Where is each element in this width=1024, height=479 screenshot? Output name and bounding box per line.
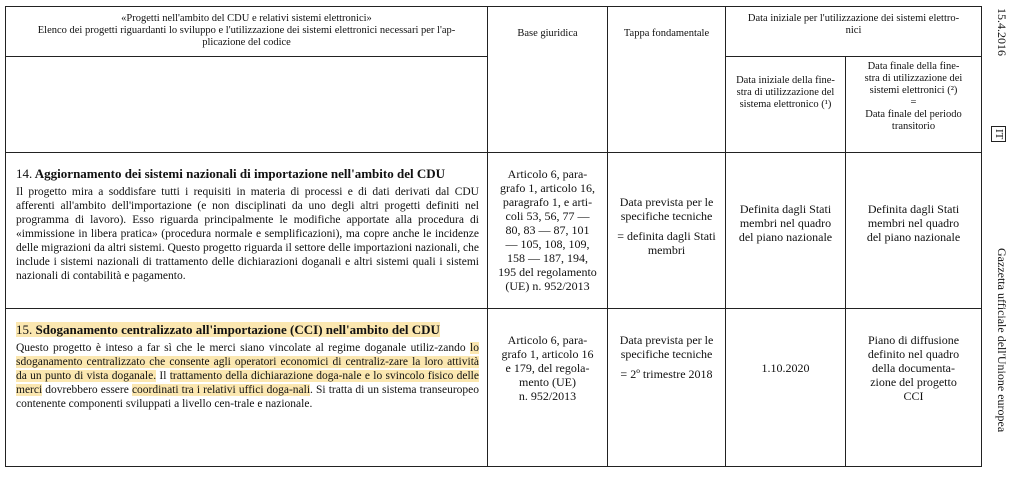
header-projects [6,7,488,57]
end-date-cell [846,153,982,309]
end-date-text [846,309,981,403]
text-line: Articolo 6, para- [507,167,588,181]
header-projects-text [6,7,487,55]
projects-table [5,6,982,467]
legal-basis-text [488,153,607,293]
text-line: specifiche tecniche [620,347,713,361]
project-number: 14. [16,166,33,181]
text-line: Definita dagli Stati [739,202,832,216]
text-line: 158 — 187, 194, [507,251,588,265]
start-date-cell [726,153,846,309]
start-date-text [726,153,845,244]
legal-basis-text [488,309,607,403]
table-row [6,309,982,467]
project-description: Il progetto mira a soddisfare tutti i requisiti in materia di processi e di dati derivati dal CDU afferenti all'ambito dell'importazione (e non disciplinati da uno degli altri progetti definiti nel programma di lavoro). Esso riguarda principalmente le modifiche apportate alla procedura di «immissione in libera pratica» (procedura normale e semplificazioni), ma copre anche le incidenze delle migrazioni da altri sistemi. Questo progetto riguarda il settore delle importazioni nazionali, che include i sistemi nazionali di trattamento delle dichiarazioni doganali e altri sistemi quali i sistemi nazionali di contabilità e pagamento. [16,186,479,282]
header-window-start [726,57,846,153]
start-date-cell [726,309,846,467]
milestone-cell [608,309,726,467]
header-window-end-text [846,57,981,133]
header-start-date-group [726,7,982,57]
milestone-text [608,309,725,381]
text-line: Data iniziale per l'utilizzazione dei sistemi elettro- [747,13,960,24]
project-title [16,167,479,181]
end-date-text [846,153,981,244]
text-line: grafo 1, articolo 16 [501,347,594,361]
text-line: Data prevista per le [619,195,714,209]
project-cell [6,153,488,309]
text-line: Data finale del periodo [865,109,962,120]
text-line: Data iniziale della fine- [736,75,835,86]
header-milestone [608,7,726,153]
highlighted-text: lo sdoganamento centralizzato che consente agli operatori economici di centraliz-zare la loro attività da un punto di vista doganale. [16,342,479,382]
text-line: Data finale della fine- [867,61,960,72]
project-title-text: Sdoganamento centralizzato all'importazione (CCI) nell'ambito del CDU [35,322,440,337]
project-title [16,323,479,337]
legal-basis-cell [488,153,608,309]
text-line: 1.10.2020 [761,361,810,375]
text-line: Elenco dei progetti riguardanti lo sviluppo e l'utilizzazione dei sistemi elettronici necessari per l'ap- [37,25,456,36]
text-line: zione del progetto [870,375,957,389]
header-row-1 [6,7,982,57]
table-row [6,153,982,309]
text-segment: dovrebbero essere [42,384,132,396]
text-line: e 179, del regola- [505,361,590,375]
text-line: della documenta- [872,361,955,375]
text-line: Articolo 6, para- [507,333,588,347]
text-line: Piano di diffusione [867,333,960,347]
text-line: del piano nazionale [866,230,961,244]
text-line: «Progetti nell'ambito del CDU e relativi sistemi elettronici» [121,13,372,24]
highlighted-text: coordinati tra i relativi uffici doga-nali [131,384,311,396]
text-line: mento (UE) [519,375,576,389]
header-window-end [846,57,982,153]
project-description [16,341,479,411]
text-line: 195 del regolamento [498,265,597,279]
journal-title: Gazzetta ufficiale dell'Unione europea [995,248,1009,433]
text-line: 80, 83 — 87, 101 [505,223,590,237]
text-line: nici [845,25,862,36]
text-line: = [910,97,917,108]
text-line: sistemi elettronici (²) [869,85,958,96]
text-line: grafo 1, articolo 16, [500,181,595,195]
text-line: definito nel quadro [867,347,960,361]
milestone-cell [608,153,726,309]
text-line: membri nel quadro [739,216,832,230]
milestone-text [608,153,725,257]
header-window-start-text [726,57,845,111]
page-margin-header [988,0,1024,479]
publication-date: 15.4.2016 [995,8,1009,56]
text-line: specifiche tecniche [620,209,713,223]
project-title-text: Aggiornamento dei sistemi nazionali di importazione nell'ambito del CDU [34,166,446,181]
text-line: = definita dagli Stati [617,229,716,243]
text-line: membri [647,243,686,257]
project-cell [6,309,488,467]
text-line: plicazione del codice [202,37,291,48]
text-segment: . Si tratta di un sistema transeuropeo contenente componenti sviluppati a livello cen-trale e nazionale. [16,384,480,410]
legal-basis-cell [488,309,608,467]
header-legal-basis [488,7,608,153]
header-projects-blank [6,57,488,153]
language-badge: IT [991,126,1006,142]
start-date-text [726,309,845,375]
text-line: paragrafo 1, e arti- [502,195,593,209]
project-number: 15. [16,322,33,337]
text-line: = 2º trimestre 2018 [620,367,713,381]
end-date-cell [846,309,982,467]
header-start-date-group-text [726,7,981,43]
text-line: n. 952/2013 [518,389,577,403]
text-line: Data prevista per le [619,333,714,347]
text-line: sistema elettronico (¹) [739,99,832,110]
text-segment: Il [156,370,170,382]
text-segment: Questo progetto è inteso a far sì che le merci siano vincolate al regime doganale utiliz-zando [16,342,471,354]
text-line: — 105, 108, 109, [505,237,590,251]
text-line: stra di utilizzazione del [736,87,835,98]
header-legal-basis-text: Base giuridica [517,28,578,39]
text-line: CCI [903,389,924,403]
text-line: del piano nazionale [738,230,833,244]
text-line: coli 53, 56, 77 — [505,209,590,223]
header-milestone-text: Tappa fondamentale [623,28,710,39]
text-line: stra di utilizzazione dei [864,73,963,84]
text-line: Definita dagli Stati [867,202,960,216]
text-line: membri nel quadro [867,216,960,230]
highlighted-text: trattamento della dichiarazione doga-nale e lo svincolo fisico delle merci [16,370,479,396]
text-line: transitorio [891,121,936,132]
text-line: (UE) n. 952/2013 [505,279,590,293]
